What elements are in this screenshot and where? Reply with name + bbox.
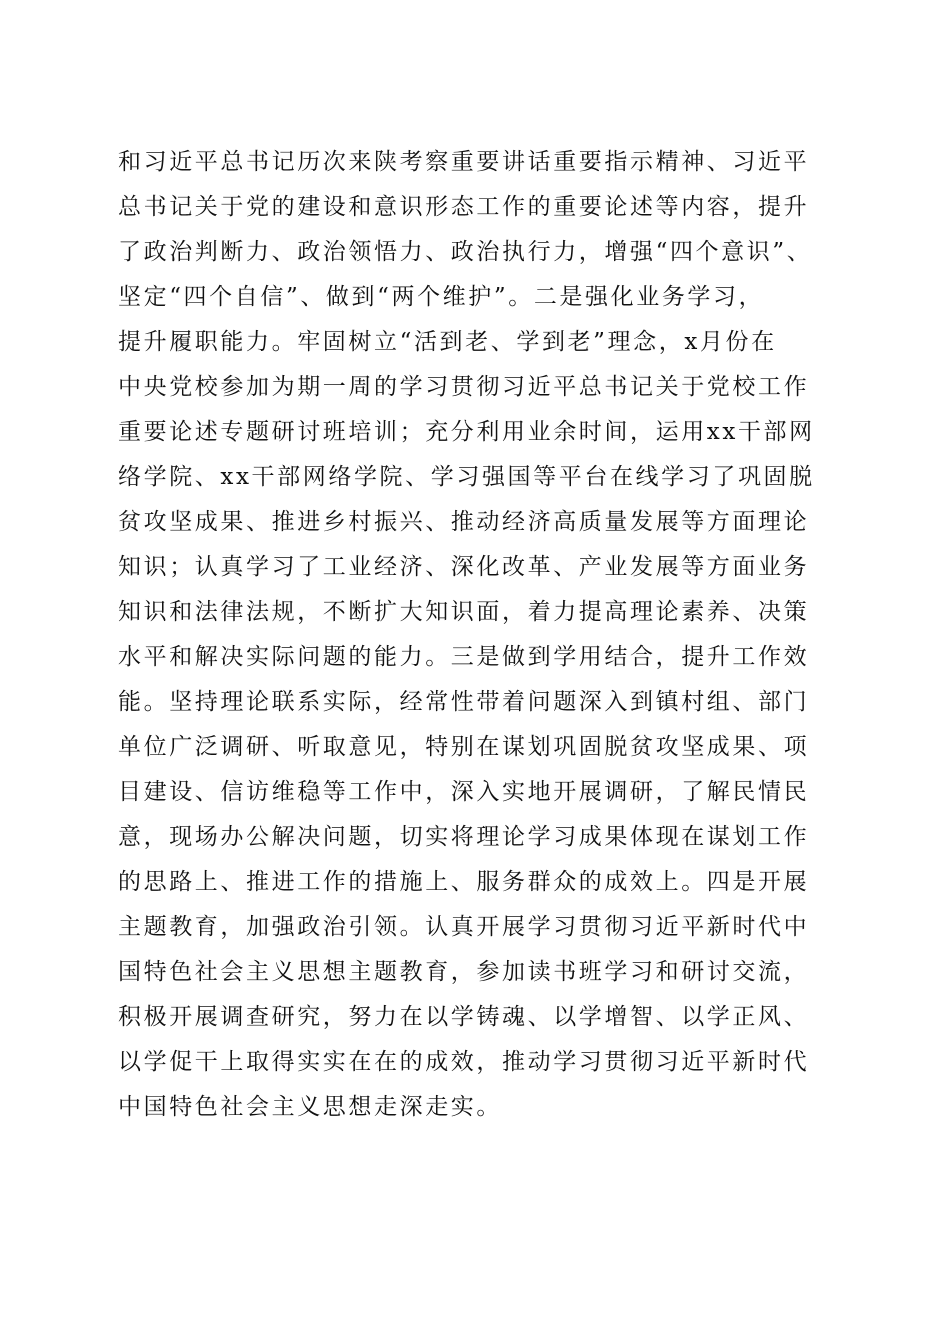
text-line: 提升履职能力。牢固树立“活到老、学到老”理念，x月份在 xyxy=(118,329,777,355)
text-line: 能。坚持理论联系实际，经常性带着问题深入到镇村组、部门 xyxy=(118,689,810,715)
text-line: 重要论述专题研讨班培训；充分利用业余时间，运用xx干部网 xyxy=(118,419,815,445)
body-paragraph xyxy=(118,140,838,1130)
text-line: 总书记关于党的建设和意识形态工作的重要论述等内容，提升 xyxy=(118,194,810,220)
text-line: 贫攻坚成果、推进乡村振兴、推动经济高质量发展等方面理论 xyxy=(118,509,810,535)
text-line: 目建设、信访维稳等工作中，深入实地开展调研，了解民情民 xyxy=(118,779,810,805)
text-line: 以学促干上取得实实在在的成效，推动学习贯彻习近平新时代 xyxy=(118,1049,810,1075)
text-line: 水平和解决实际问题的能力。三是做到学用结合，提升工作效 xyxy=(118,644,810,670)
text-line: 意，现场办公解决问题，切实将理论学习成果体现在谋划工作 xyxy=(118,824,810,850)
text-line: 单位广泛调研、听取意见，特别在谋划巩固脱贫攻坚成果、项 xyxy=(118,734,810,760)
text-line: 国特色社会主义思想主题教育，参加读书班学习和研讨交流， xyxy=(118,959,810,985)
text-line: 主题教育，加强政治引领。认真开展学习贯彻习近平新时代中 xyxy=(118,914,810,940)
text-line: 络学院、xx干部网络学院、学习强国等平台在线学习了巩固脱 xyxy=(118,464,815,490)
text-line: 知识和法律法规，不断扩大知识面，着力提高理论素养、决策 xyxy=(118,599,810,625)
text-line: 知识；认真学习了工业经济、深化改革、产业发展等方面业务 xyxy=(118,554,810,580)
text-line: 积极开展调查研究，努力在以学铸魂、以学增智、以学正风、 xyxy=(118,1004,810,1030)
text-line: 的思路上、推进工作的措施上、服务群众的成效上。四是开展 xyxy=(118,869,810,895)
text-line: 中央党校参加为期一周的学习贯彻习近平总书记关于党校工作 xyxy=(118,374,810,400)
text-line: 了政治判断力、政治领悟力、政治执行力，增强“四个意识”、 xyxy=(118,239,813,265)
text-line: 中国特色社会主义思想走深走实。 xyxy=(118,1094,502,1120)
text-line: 坚定“四个自信”、做到“两个维护”。二是强化业务学习， xyxy=(118,284,765,310)
text-line: 和习近平总书记历次来陕考察重要讲话重要指示精神、习近平 xyxy=(118,149,810,175)
